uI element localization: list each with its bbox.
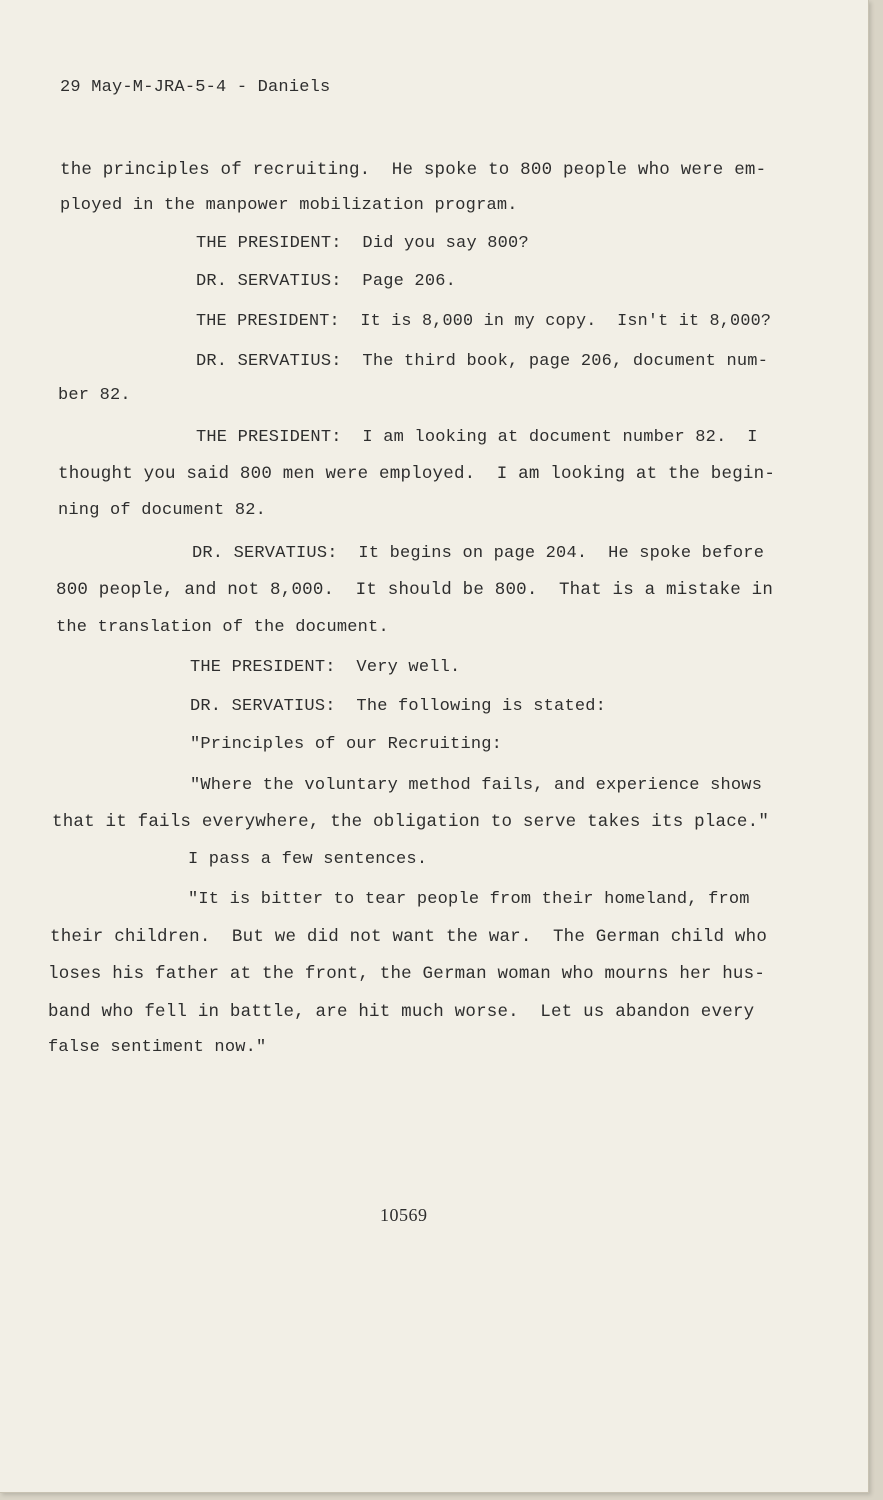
text-line: "It is bitter to tear people from their homeland, from — [188, 890, 750, 909]
text-line: the principles of recruiting. He spoke to 800 people who were em- — [60, 160, 767, 180]
text-line: ployed in the manpower mobilization program. — [60, 196, 518, 215]
text-line: DR. SERVATIUS: Page 206. — [196, 272, 457, 291]
text-line: false sentiment now." — [48, 1038, 267, 1057]
text-line: loses his father at the front, the German woman who mourns her hus- — [48, 964, 766, 984]
text-line: ber 82. — [58, 386, 131, 405]
text-line: DR. SERVATIUS: The following is stated: — [190, 697, 607, 716]
text-line: 800 people, and not 8,000. It should be 800. That is a mistake in — [56, 580, 774, 600]
text-line: THE PRESIDENT: It is 8,000 in my copy. Isn't it 8,000? — [196, 312, 772, 331]
text-line: thought you said 800 men were employed. I am looking at the begin- — [58, 464, 776, 484]
text-line: "Principles of our Recruiting: — [190, 735, 503, 754]
text-line: "Where the voluntary method fails, and experience shows — [190, 776, 763, 795]
text-line: DR. SERVATIUS: The third book, page 206, document num- — [196, 352, 769, 371]
text-line: THE PRESIDENT: Very well. — [190, 658, 461, 677]
text-line: ning of document 82. — [58, 501, 267, 520]
page-number: 10569 — [380, 1205, 428, 1225]
text-line: their children. But we did not want the war. The German child who — [50, 927, 768, 947]
text-line: DR. SERVATIUS: It begins on page 204. He spoke before — [192, 544, 765, 563]
page-header: 29 May-M-JRA-5-4 - Daniels — [60, 78, 331, 97]
text-line: THE PRESIDENT: I am looking at document number 82. I — [196, 428, 758, 447]
text-line: I pass a few sentences. — [188, 850, 428, 869]
text-line: THE PRESIDENT: Did you say 800? — [196, 234, 529, 253]
text-line: the translation of the document. — [56, 618, 389, 637]
text-line: that it fails everywhere, the obligation to serve takes its place." — [52, 812, 770, 832]
text-line: band who fell in battle, are hit much worse. Let us abandon every — [48, 1002, 755, 1022]
